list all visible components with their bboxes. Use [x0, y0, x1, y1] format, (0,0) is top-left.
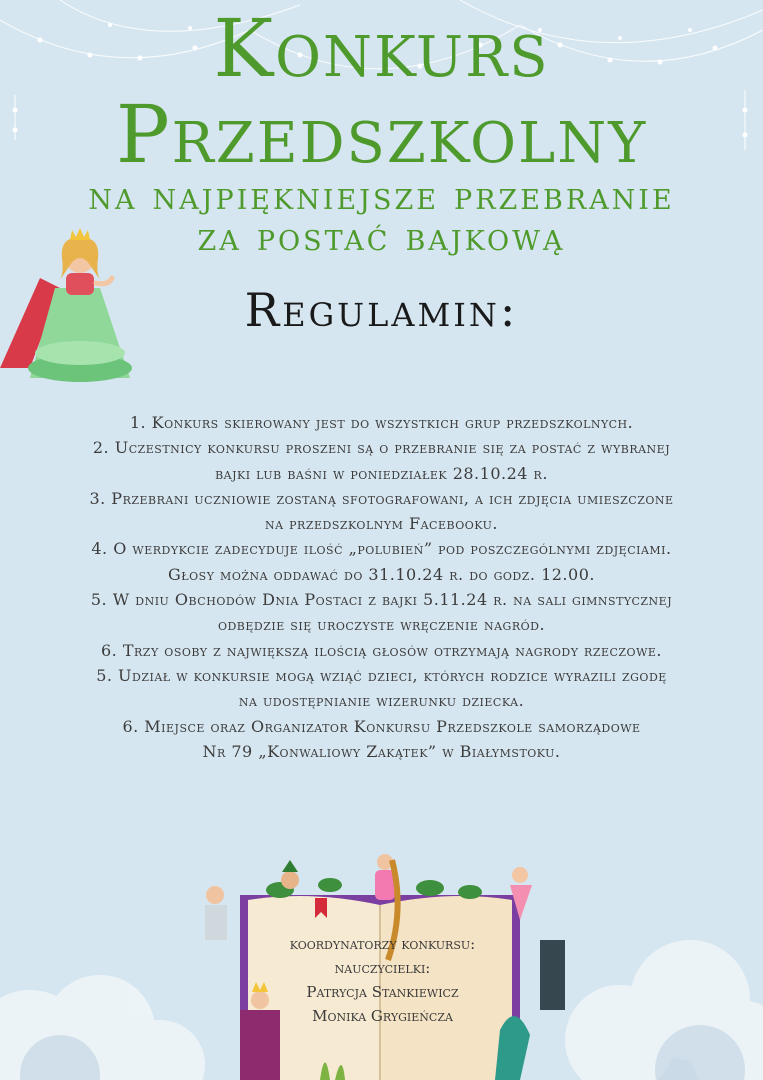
coordinator-name-1: Patrycja Stankiewicz [306, 983, 459, 1001]
rule-line: na przedszkolnym Facebooku. [265, 514, 498, 534]
rule-line: 2. Uczestnicy konkursu proszeni są o przebranie się za postać z wybranej [92, 438, 671, 458]
rule-line: bajki lub baśni w poniedziałek 28.10.24 r. [215, 463, 548, 483]
coordinators-role: nauczycielki: [334, 959, 431, 977]
rule-line: 1. Konkurs skierowany jest do wszystkich grup przedszkolnych. [129, 413, 634, 432]
rule-line: 5. W dniu Obchodów Dnia Postaci z bajki 5.11.24 r. na sali gimnstycznej [90, 590, 673, 610]
title-line-2: Przedszkolny [115, 88, 648, 181]
coordinator-name-2: Monika Grygieńcza [312, 1007, 453, 1025]
rule-line: na udostępnianie wizerunku dziecka. [238, 691, 525, 711]
subtitle-line-1: na najpiękniejsze przebranie [88, 174, 675, 218]
rule-line: 6. Trzy osoby z największą ilością głosów otrzymają nagrody rzeczowe. [101, 640, 662, 660]
rule-line: odbędzie się uroczyste wręczenie nagród. [217, 615, 546, 635]
rules-list [10, 410, 753, 764]
rule-line: Głosy można oddawać do 31.10.24 r. do godz. 12.00. [168, 564, 595, 584]
coordinators-heading: koordynatorzy konkursu: [289, 935, 476, 953]
rule-line: Nr 79 „Konwaliowy Zakątek” w Białymstoku. [202, 741, 561, 761]
title-line-1: Konkurs [213, 2, 550, 95]
rule-line: 4. O werdykcie zadecyduje ilość „polubień” pod poszczególnymi zdjęciami. [91, 539, 672, 559]
coordinators-block [250, 932, 515, 1028]
rule-line: 5. Udział w konkursie mogą wziąć dzieci, których rodzice wyrazili zgodę [96, 665, 667, 685]
subtitle-line-2: za postać bajkową [197, 215, 566, 259]
rule-line: 3. Przebrani uczniowie zostaną sfotografowani, a ich zdjęcia umieszczone [89, 488, 674, 508]
rule-line: 6. Miejsce oraz Organizator Konkursu Przedszkole samorządowe [122, 716, 641, 736]
regulamin-heading: Regulamin: [244, 283, 519, 337]
